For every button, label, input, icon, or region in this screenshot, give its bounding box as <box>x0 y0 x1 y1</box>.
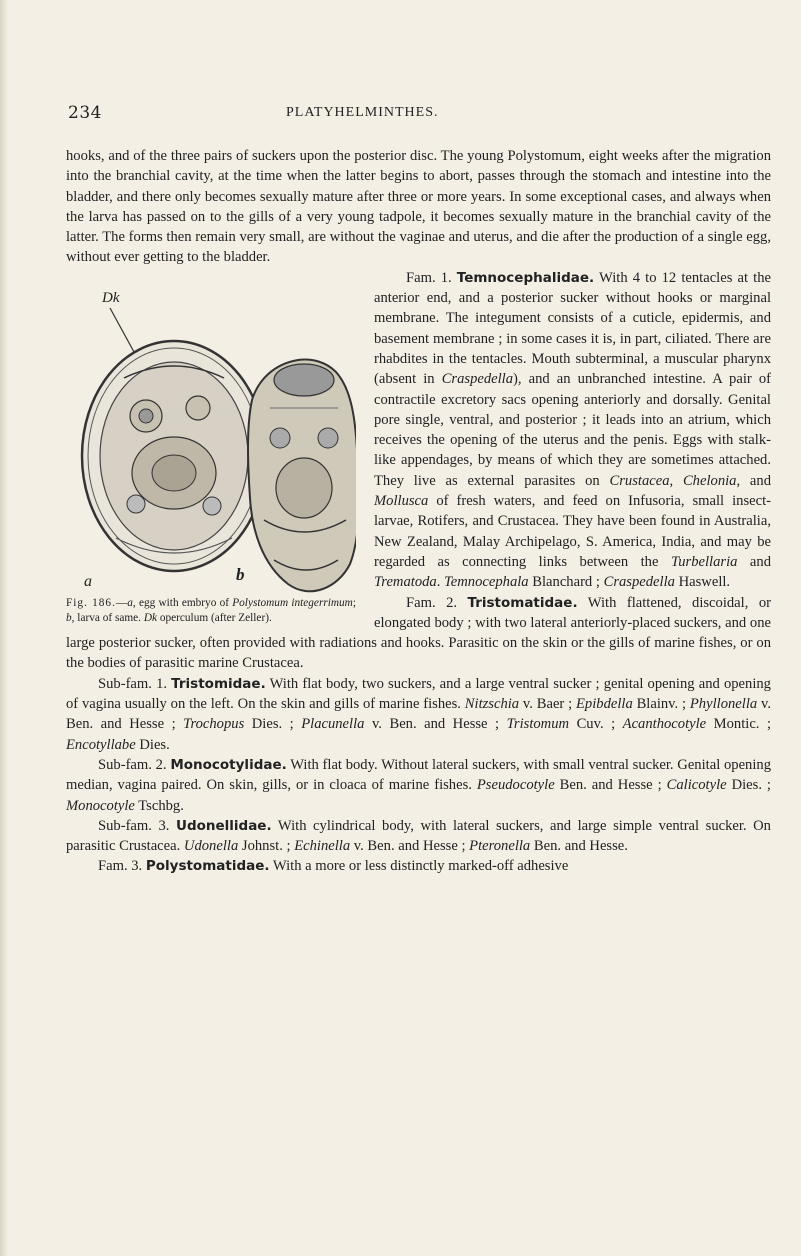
text: Montic. ; <box>706 716 772 733</box>
text: Tschbg. <box>134 797 184 814</box>
operculum-pointer <box>110 308 134 352</box>
taxon: Monocotyle <box>66 797 135 814</box>
text: , and <box>736 472 771 489</box>
family-name: Tristomatidae. <box>467 594 578 611</box>
page-number: 234 <box>68 103 102 123</box>
fam-number: Sub-fam. 3. <box>98 817 176 834</box>
taxon: Craspedella <box>603 574 675 591</box>
text: v. Ben. and Hesse ; <box>350 838 470 855</box>
caption-species: Polystomum integerrimum <box>232 596 353 609</box>
taxon: Mollusca <box>374 493 429 510</box>
paragraph-polystomatidae <box>66 856 771 876</box>
fam-number: Fam. 3. <box>98 858 146 875</box>
text: v. Baer ; <box>519 696 576 713</box>
fam-number: Sub-fam. 2. <box>98 756 171 773</box>
text: . <box>436 574 445 591</box>
text: of fresh waters, and feed on Infusoria, small insect-larvae, Rotifers, and Crustacea. They have been found in Australia, New Zealand, Malay Archipelago, S. America, India, and may be regarded as connecting links between the <box>374 493 771 570</box>
caption-text-3: , larva of same. <box>71 611 144 624</box>
taxon: Echinella <box>294 838 351 855</box>
text: , <box>669 472 683 489</box>
taxon: Craspedella <box>441 371 514 388</box>
figure-illustration <box>66 268 356 593</box>
text: Ben. and Hesse ; <box>554 777 667 794</box>
paragraph-monocotylidae <box>66 755 771 816</box>
taxon: Placunella <box>301 716 365 733</box>
taxon: Turbellaria <box>670 553 738 570</box>
caption-dash: — <box>115 596 128 609</box>
text: With flat body, two suckers, and a large ventral sucker ; genital opening and opening of vagina usually on the left. On the skin and gills of marine fishes. <box>66 675 771 713</box>
caption-a: a <box>127 596 133 609</box>
family-name: Udonellidae. <box>175 817 272 834</box>
paragraph-1-text: hooks, and of the three pairs of suckers upon the posterior disc. The young Polystomum, eight weeks after the migration into the branchial cavity, at the time when the latter begins to abort, passes through the stomach and intestine into the bladder, and there only becomes sexually mature after three or more years. In some exceptional cases, and always when the larva has passed on to the gills of a very young tadpole, it becomes sexually mature in the branchial cavity of the latter. The forms then remain very small, are without the vaginae and uterus, and die after the production of a single egg, without ever getting to the bladder. <box>66 148 771 266</box>
text: v. Ben. and Hesse ; <box>66 696 771 733</box>
taxon: Temnocephala <box>444 574 529 591</box>
taxon: Phyllonella <box>689 696 758 713</box>
text: Blainv. ; <box>632 696 690 713</box>
taxon: Acanthocotyle <box>622 716 707 733</box>
text: Cuv. ; <box>569 716 623 733</box>
page-binding-edge <box>0 0 8 1256</box>
caption-b: b <box>66 611 72 624</box>
figure-186 <box>66 268 360 633</box>
caption-text-4: operculum (after Zeller). <box>157 611 272 624</box>
family-name: Monocotylidae. <box>170 756 287 773</box>
text: and <box>737 553 771 570</box>
label-b: b <box>236 564 245 584</box>
caption-text-1: , egg with embryo of <box>132 596 233 609</box>
text: Johnst. ; <box>238 838 295 855</box>
caption-dk: Dk <box>143 611 157 624</box>
fam-number: Fam. 2. <box>406 594 468 611</box>
text: Dies. <box>135 736 170 753</box>
caption-fig-number: Fig. 186. <box>66 596 116 609</box>
paragraph-1-start <box>66 146 771 268</box>
text: With flattened, discoidal, or elongated body ; with two lateral anteriorly-placed suckers, and one large posterior sucker, often provided with radiations and hooks. Parasitic on the skin or the gills of marine fishes, or on the bodies of parasitic marine Crustacea. <box>66 594 771 672</box>
family-name: Temnocephalidae. <box>456 269 595 286</box>
figure-caption <box>66 596 356 626</box>
caption-text-2: ; <box>352 596 356 609</box>
text: With 4 to 12 tentacles at the anterior end, and a posterior sucker without hooks or marginal membrane. The integument consists of a cuticle, epidermis, and basement membrane ; in some cases it is, in part, ciliated. There are rhabdites in the tentacles. Mouth subterminal, a muscular pharynx (absent in <box>374 269 771 388</box>
label-a: a <box>84 572 92 590</box>
text: Dies. ; <box>244 716 302 733</box>
larva-b-illustration <box>248 359 356 591</box>
text: With a more or less distinctly marked-off adhesive <box>269 858 569 875</box>
taxon: Epibdella <box>576 696 633 713</box>
text: Haswell. <box>674 574 731 591</box>
text: With cylindrical body, with lateral suckers, and large simple ventral sucker. On parasitic Crustacea. <box>66 817 771 855</box>
text: Ben. and Hesse. <box>530 838 628 855</box>
text: ), and an unbranched intestine. A pair of contractile excretory sacs opening anteriorly and dorsally. Genital pore single, ventral, and posterior ; it leads into an atrium, which receives the opening of the uterus and the penis. Eggs with stalk-like appendages, by means of which they are sometimes attached. They live as external parasites on <box>374 371 771 489</box>
taxon: Tristomum <box>506 716 570 733</box>
taxon: Trochopus <box>183 716 245 733</box>
taxon: Udonella <box>183 838 239 855</box>
family-name: Tristomidae. <box>171 675 266 692</box>
taxon: Trematoda <box>374 574 437 591</box>
paragraph-tristomidae <box>66 674 771 755</box>
taxon: Calicotyle <box>666 777 727 794</box>
taxon: Crustacea <box>609 472 670 489</box>
text: v. Ben. and Hesse ; <box>364 716 507 733</box>
text: Dies. ; <box>726 777 771 794</box>
fam-number: Fam. 1. <box>406 269 457 286</box>
taxon: Encotyllabe <box>66 736 136 753</box>
text: With flat body. Without lateral suckers, with small ventral sucker. Genital opening median, vagina paired. On skin, gills, or in cloaca of marine fishes. <box>66 756 771 794</box>
label-dk: Dk <box>102 289 120 306</box>
paragraph-udonellidae <box>66 816 771 857</box>
fam-number: Sub-fam. 1. <box>98 675 172 692</box>
family-name: Polystomatidae. <box>145 858 270 875</box>
taxon: Nitzschia <box>464 696 520 713</box>
running-title: PLATYHELMINTHES. <box>286 105 439 120</box>
taxon: Pteronella <box>469 838 531 855</box>
taxon: Pseudocotyle <box>476 777 555 794</box>
body-text <box>66 146 771 877</box>
text: Blanchard ; <box>528 574 604 591</box>
taxon: Chelonia <box>682 472 737 489</box>
egg-a-illustration <box>82 341 266 571</box>
